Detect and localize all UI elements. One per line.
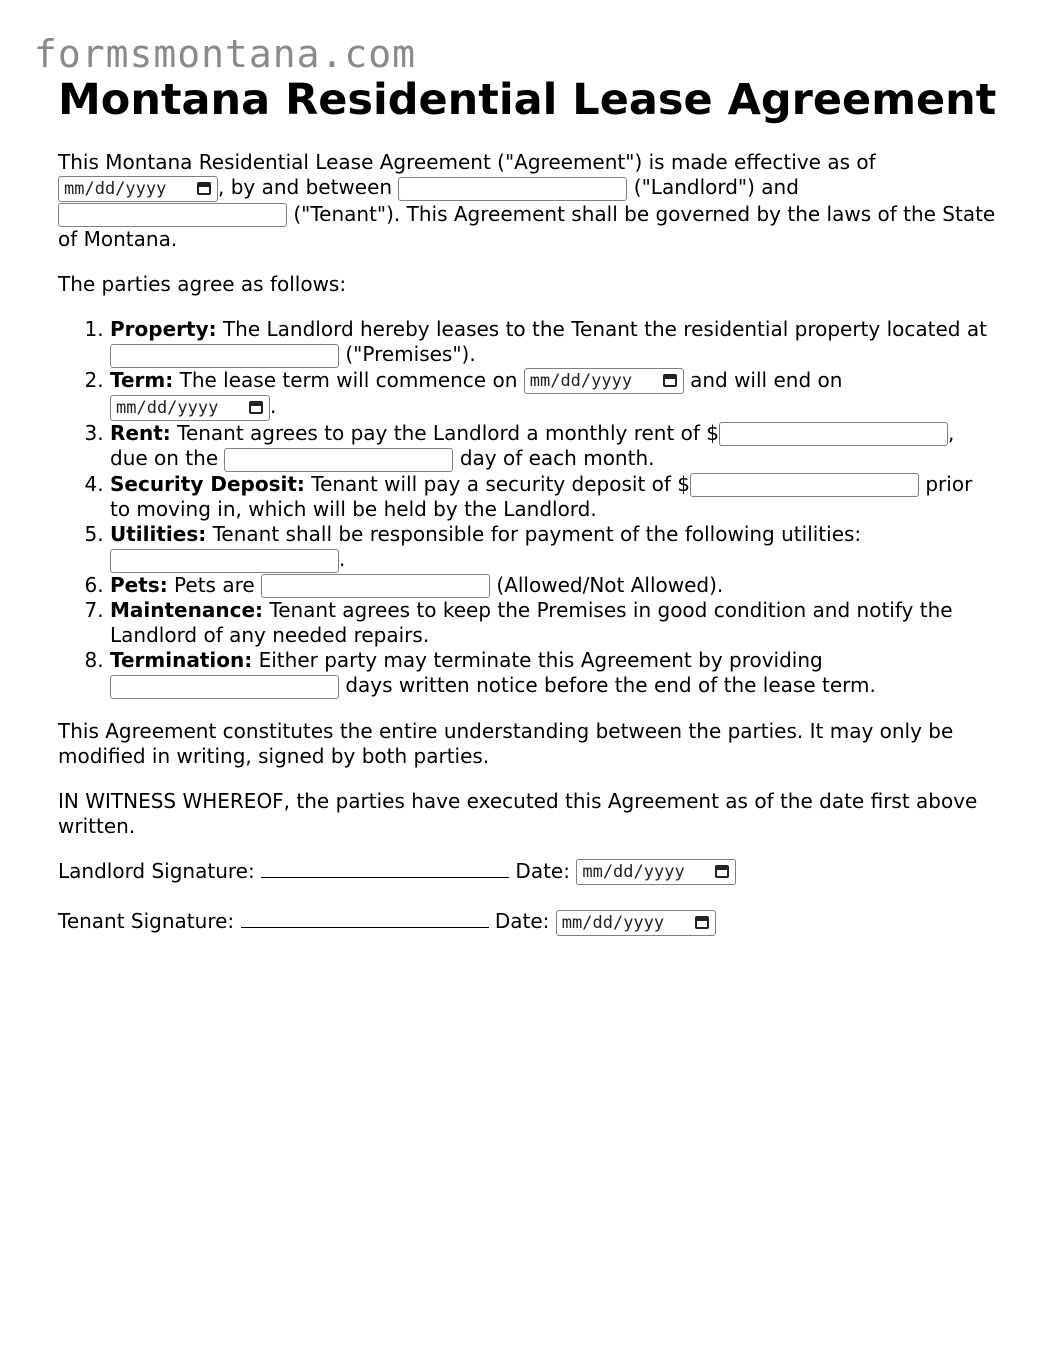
term-item-maintenance: 7. Maintenance: Tenant agrees to keep the Premises in good condition and notify the Landlord of any needed repairs.: [110, 598, 998, 648]
pets-input[interactable]: [261, 574, 490, 598]
notice-days-input[interactable]: [110, 675, 339, 699]
lease-end-date-input[interactable]: mm/dd/yyyy: [110, 395, 270, 421]
premises-address-input[interactable]: [110, 344, 339, 368]
intro-text: ("Landlord") and: [627, 175, 799, 199]
term-item-rent: 3. Rent: Tenant agrees to pay the Landlord a monthly rent of $ , due on the day of each month.: [110, 421, 998, 472]
item-label: Utilities:: [110, 522, 207, 546]
page-title: Montana Residential Lease Agreement: [58, 75, 997, 125]
parties-agree-text: The parties agree as follows:: [58, 272, 347, 296]
intro-paragraph: [58, 150, 998, 252]
lease-start-date-input[interactable]: mm/dd/yyyy: [524, 368, 684, 394]
landlord-signature-row: [58, 859, 998, 886]
terms-list: [58, 317, 998, 699]
item-label: Rent:: [110, 420, 171, 445]
rent-amount-input[interactable]: [719, 422, 948, 446]
intro-text: , by and between: [218, 175, 399, 199]
date-label: Date:: [509, 858, 577, 883]
landlord-date-input[interactable]: mm/dd/yyyy: [576, 859, 736, 885]
tenant-date-input[interactable]: mm/dd/yyyy: [556, 910, 716, 936]
deposit-amount-input[interactable]: [690, 473, 919, 497]
utilities-input[interactable]: [110, 549, 339, 573]
calendar-icon: [197, 182, 211, 195]
calendar-icon: [249, 401, 263, 414]
intro-text: ("Tenant"). This Agreement shall be governed by the laws of the State of Montana.: [58, 201, 996, 251]
watermark: formsmontana.com: [34, 32, 417, 76]
witness-text: IN WITNESS WHEREOF, the parties have executed this Agreement as of the date first above written.: [58, 788, 978, 838]
term-item-term: 2. Term: The lease term will commence on mm/dd/yyyy and will end on mm/dd/yyyy .: [110, 368, 998, 421]
term-item-utilities: 5. Utilities: Tenant shall be responsible for payment of the following utilities: .: [110, 522, 998, 573]
tenant-signature-row: [58, 909, 998, 936]
item-label: Term:: [110, 367, 174, 392]
landlord-signature-line[interactable]: [261, 859, 509, 878]
term-item-deposit: 4. Security Deposit: Tenant will pay a security deposit of $ prior to moving in, which will be held by the Landlord.: [110, 472, 998, 523]
date-label: Date:: [488, 909, 556, 933]
landlord-name-input[interactable]: [398, 177, 627, 201]
calendar-icon: [715, 865, 729, 878]
calendar-icon: [695, 916, 709, 929]
landlord-signature-label: Landlord Signature:: [58, 858, 262, 883]
item-label: Property:: [110, 317, 217, 341]
term-item-termination: 8. Termination: Either party may terminate this Agreement by providing days written notice before the end of the lease term.: [110, 648, 998, 699]
rent-due-day-input[interactable]: [224, 448, 453, 472]
item-label: Maintenance:: [110, 598, 264, 622]
item-label: Security Deposit:: [110, 471, 305, 496]
item-label: Pets:: [110, 572, 168, 597]
tenant-signature-line[interactable]: [241, 909, 489, 928]
item-label: Termination:: [110, 648, 253, 672]
calendar-icon: [663, 374, 677, 387]
tenant-name-input[interactable]: [58, 203, 287, 227]
term-item-property: 1. Property: The Landlord hereby leases to the Tenant the residential property located at ("Premises").: [110, 317, 998, 368]
intro-text: This Montana Residential Lease Agreement ("Agreement") is made effective as of: [58, 150, 876, 174]
entire-agreement-text: This Agreement constitutes the entire understanding between the parties. It may only be modified in writing, signed by both parties.: [58, 718, 954, 768]
tenant-signature-label: Tenant Signature:: [58, 909, 241, 933]
term-item-pets: 6. Pets: Pets are (Allowed/Not Allowed).: [110, 573, 998, 599]
agreement-body: [58, 150, 998, 960]
effective-date-input[interactable]: mm/dd/yyyy: [58, 176, 218, 202]
